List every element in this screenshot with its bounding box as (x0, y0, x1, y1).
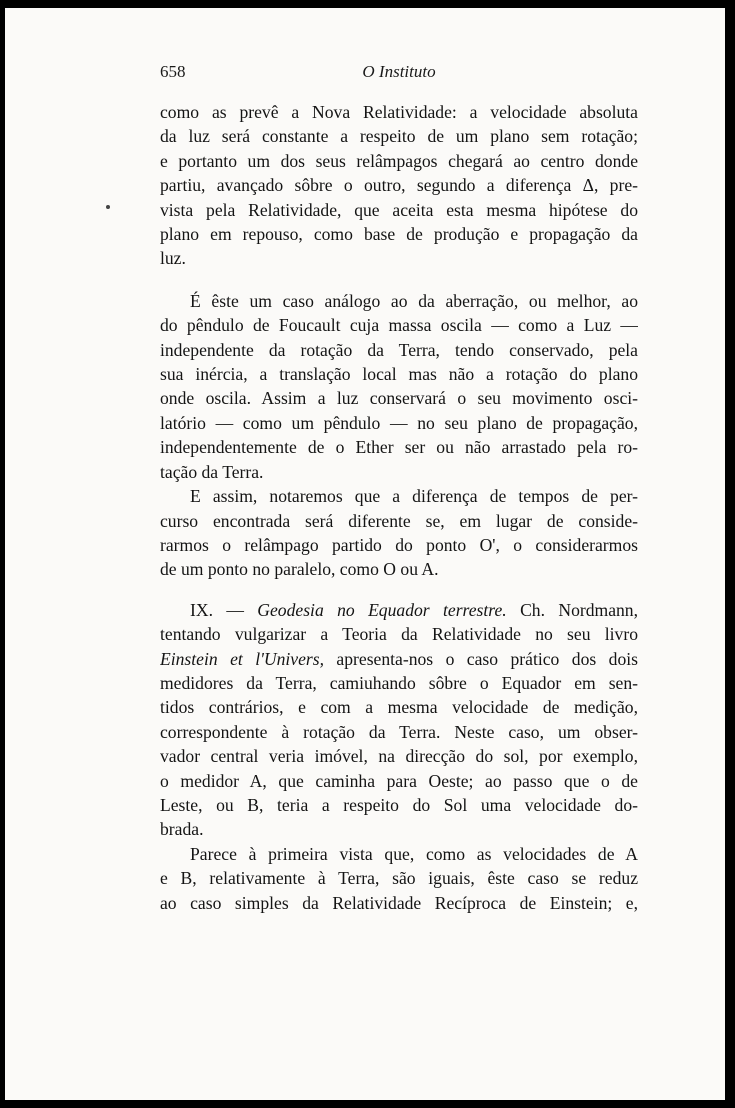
text-line: luz. (160, 248, 186, 269)
paragraph-3 (160, 484, 638, 582)
paragraph-1 (160, 100, 638, 271)
text-line: tentando vulgarizar a Teoria da Relatividade no seu livro (160, 624, 638, 645)
paragraph-2 (160, 289, 638, 484)
paragraph-5 (160, 842, 638, 915)
body-text (160, 100, 638, 915)
text-line: latório — como um pêndulo — no seu plano de propagação, (160, 412, 638, 433)
page-number: 658 (160, 62, 186, 81)
text-fragment: apresenta-nos o caso prático dos dois (323, 648, 638, 669)
text-line: correspondente à rotação da Terra. Neste caso, um obser- (160, 721, 638, 742)
text-fragment: Ch. Nordmann, (506, 599, 638, 620)
text-line: tação da Terra. (160, 461, 264, 482)
book-title: Einstein et l'Univers, (160, 648, 324, 669)
text-line: Parece à primeira vista que, como as velocidades de A (190, 843, 638, 864)
text-line: do pêndulo de Foucault cuja massa oscila — como a Luz — (160, 315, 638, 336)
text-line: Leste, ou B, teria a respeito do Sol uma velocidade do- (160, 794, 638, 815)
text-line: independente da rotação da Terra, tendo conservado, pela (160, 339, 638, 360)
text-line: e portanto um dos seus relâmpagos chegará ao centro donde (160, 150, 638, 171)
text-line: e B, relativamente à Terra, são iguais, êste caso se reduz (160, 868, 638, 889)
text-line: sua inércia, a translação local mas não a rotação do plano (160, 364, 638, 385)
text-line: curso encontrada será diferente se, em lugar de conside- (160, 510, 638, 531)
page-header (160, 62, 638, 88)
ink-speck (106, 205, 110, 209)
text-line: vista pela Relatividade, que aceita esta mesma hipótese do (160, 199, 638, 220)
text-line: brada. (160, 819, 204, 840)
text-line: É êste um caso análogo ao da aberração, ou melhor, ao (190, 290, 638, 311)
text-line: medidores da Terra, camiuhando sôbre o Equador em sen- (160, 672, 638, 693)
text-line: de um ponto no paralelo, como O ou A. (160, 559, 439, 580)
text-line (160, 647, 638, 671)
text-line: partiu, avançado sôbre o outro, segundo a diferença Δ, pre- (160, 175, 638, 196)
text-line: onde oscila. Assim a luz conservará o seu movimento osci- (160, 388, 638, 409)
text-line: o medidor A, que caminha para Oeste; ao passo que o de (160, 770, 638, 791)
section-title: Geodesia no Equador terrestre. (257, 599, 507, 620)
text-line: como as prevê a Nova Relatividade: a velocidade absoluta (160, 102, 638, 122)
paragraph-section-ix (160, 598, 638, 842)
text-line: ao caso simples da Relatividade Recíproca de Einstein; e, (160, 892, 638, 913)
section-number: IX. — (190, 599, 244, 620)
text-line: E assim, notaremos que a diferença de tempos de per- (190, 486, 638, 507)
text-line (160, 598, 638, 622)
text-line: tidos contrários, e com a mesma velocidade de medição, (160, 697, 638, 718)
text-line: independentemente de o Ether ser ou não arrastado pela ro- (160, 437, 638, 458)
running-title: O Instituto (362, 62, 436, 81)
text-line: da luz será constante a respeito de um plano sem rotação; (160, 126, 638, 147)
text-line: rarmos o relâmpago partido do ponto O', o considerarmos (160, 534, 638, 555)
text-line: plano em repouso, como base de produção e propagação da (160, 224, 638, 245)
text-line: vador central veria imóvel, na direcção do sol, por exemplo, (160, 746, 638, 767)
